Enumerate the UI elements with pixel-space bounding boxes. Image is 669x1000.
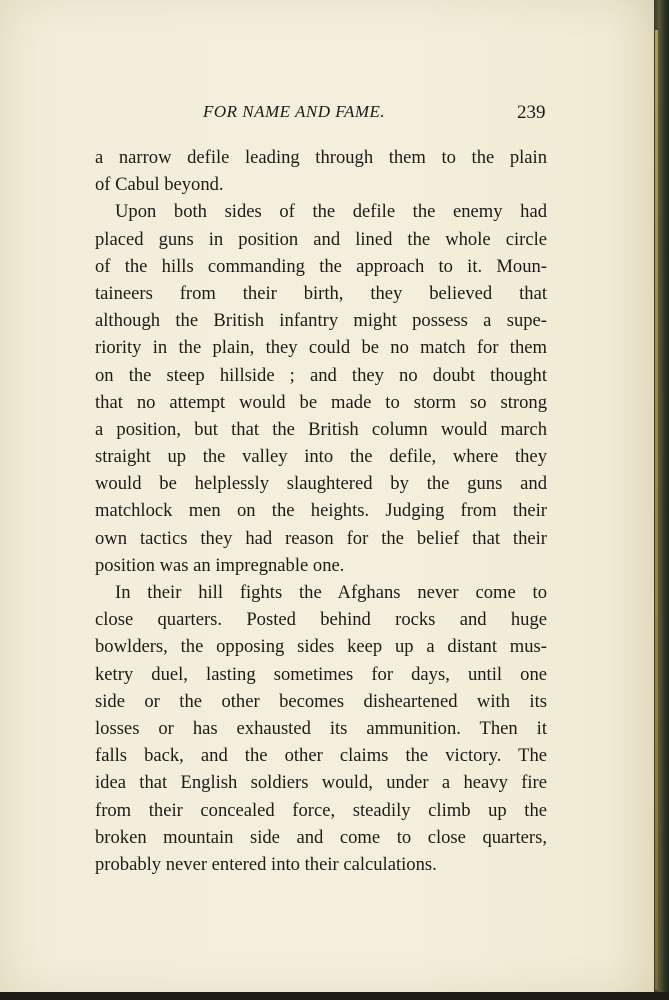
text-line: placed guns in position and lined the whole circle	[95, 228, 547, 250]
text-line: riority in the plain, they could be no match for them	[95, 337, 547, 359]
running-title: FOR NAME AND FAME.	[203, 102, 386, 121]
text-line: ketry duel, lasting sometimes for days, until one	[95, 663, 547, 685]
bottom-edge	[0, 992, 669, 1000]
page-edge	[655, 30, 658, 990]
body-text	[95, 144, 547, 878]
text-line: on the steep hillside ; and they no doubt thought	[95, 364, 547, 386]
text-line: side or the other becomes disheartened with its	[95, 690, 547, 712]
text-line: losses or has exhausted its ammunition. Then it	[95, 717, 547, 739]
text-line: of the hills commanding the approach to it. Moun-	[95, 255, 547, 277]
text-line: Upon both sides of the defile the enemy had	[115, 201, 547, 223]
text-line: although the British infantry might possess a supe-	[95, 310, 547, 332]
text-line: taineers from their birth, they believed that	[95, 282, 547, 304]
text-line: In their hill fights the Afghans never come to	[115, 582, 547, 603]
text-line: from their concealed force, steadily climb up the	[95, 799, 547, 821]
page-number: 239	[517, 102, 546, 123]
text-line: idea that English soldiers would, under a heavy fire	[95, 772, 547, 794]
text-line: a narrow defile leading through them to the plain	[95, 147, 547, 168]
text-line: bowlders, the opposing sides keep up a distant mus-	[95, 636, 547, 658]
text-line: would be helplessly slaughtered by the guns and	[95, 473, 547, 495]
text-line: own tactics they had reason for the belief that their	[95, 527, 547, 549]
text-line: of Cabul beyond.	[95, 174, 224, 196]
page-header	[0, 100, 654, 130]
text-line: matchlock men on the heights. Judging from their	[95, 500, 547, 522]
text-line: a position, but that the British column would march	[95, 418, 547, 440]
text-line: that no attempt would be made to storm so strong	[95, 391, 547, 413]
text-line: probably never entered into their calculations.	[95, 853, 437, 875]
text-line: broken mountain side and come to close quarters,	[95, 826, 547, 848]
text-line: straight up the valley into the defile, where they	[95, 446, 547, 468]
text-line: falls back, and the other claims the victory. The	[95, 745, 547, 767]
text-line: close quarters. Posted behind rocks and huge	[95, 609, 547, 631]
text-line: position was an impregnable one.	[95, 554, 345, 576]
book-spine	[654, 0, 669, 1000]
